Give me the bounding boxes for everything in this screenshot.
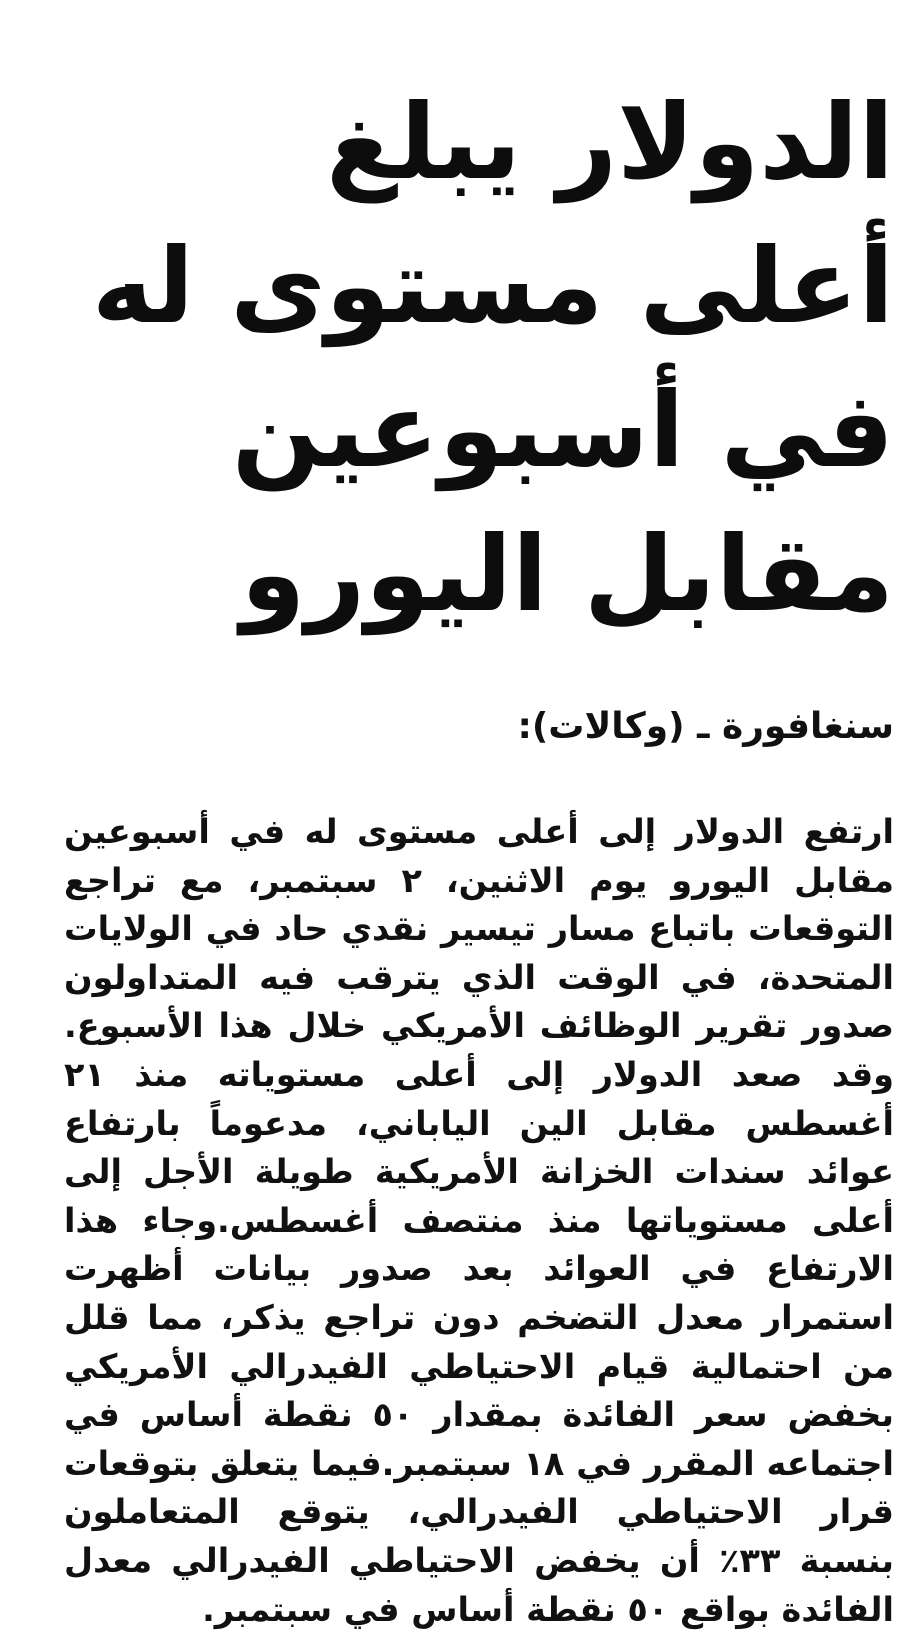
article-headline: الدولار يبلغ أعلى مستوى له في أسبوعين مقابل اليورو xyxy=(91,81,894,635)
article-body: ارتفع الدولار إلى أعلى مستوى له في أسبوعين مقابل اليورو يوم الاثنين، ٢ سبتمبر، مع تراجع التوقعات باتباع مسار تيسير نقدي حاد في الولايات المتحدة، في الوقت الذي يترقب فيه المتداولون صدور تقرير الوظائف الأمريكي خلال هذا الأسبوع. وقد صعد الدولار إلى أعلى مستوياته منذ ٢١ أغسطس مقابل الين الياباني، مدعوماً بارتفاع عوائد سندات الخزانة الأمريكية طويلة الأجل إلى أعلى مستوياتها منذ منتصف أغسطس.وجاء هذا الارتفاع في العوائد بعد صدور بيانات أظهرت استمرار معدل التضخم دون تراجع يذكر، مما قلل من احتمالية قيام الاحتياطي الفيدرالي الأمريكي بخفض سعر الفائدة بمقدار ٥٠ نقطة أساس في اجتماعه المقرر في ١٨ سبتمبر.فيما يتعلق بتوقعات قرار الاحتياطي الفيدرالي، يتوقع المتعاملون بنسبة ٣٣٪ أن يخفض الاحتياطي الفيدرالي معدل الفائدة بواقع ٥٠ نقطة أساس في سبتمبر. xyxy=(64,812,895,1629)
article-dateline: سنغافورة ـ (وكالات): xyxy=(517,706,894,747)
